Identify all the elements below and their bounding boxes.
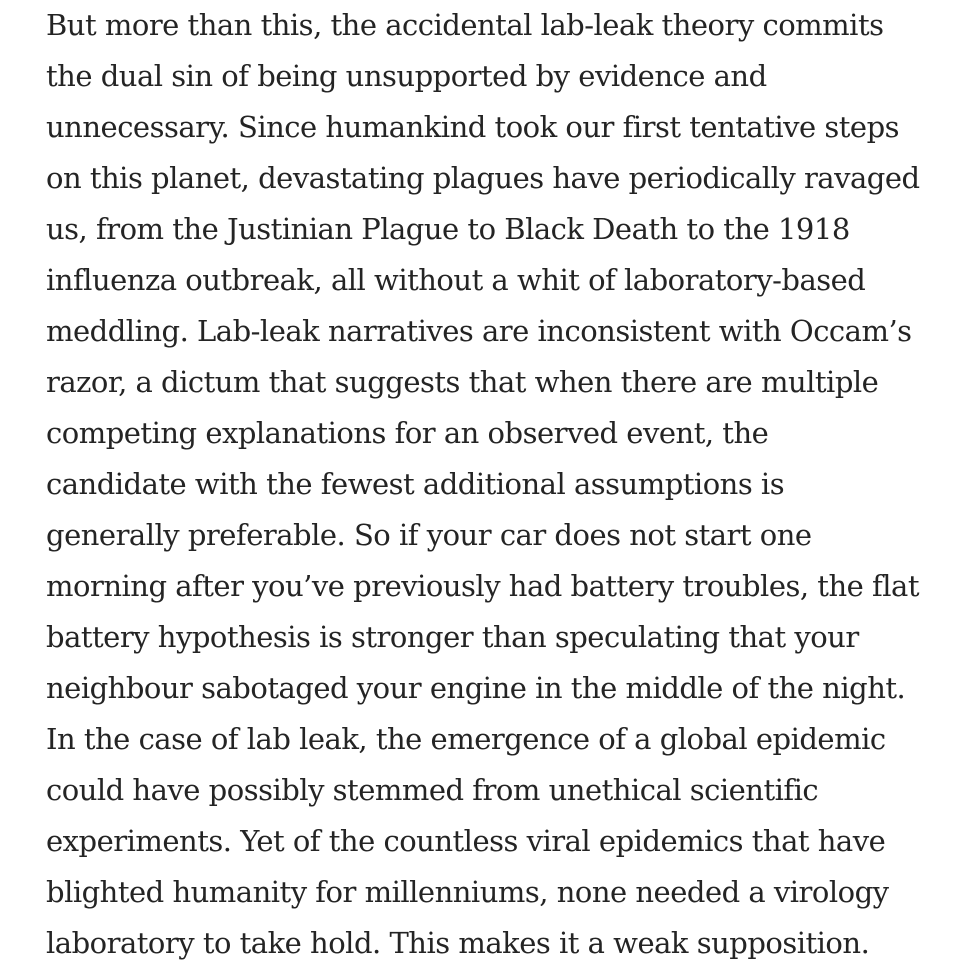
paragraph-line: unnecessary. Since humankind took our first tentative steps: [46, 110, 900, 144]
paragraph-line: us, from the Justinian Plague to Black Death to the 1918: [46, 212, 850, 246]
paragraph-line: could have possibly stemmed from unethical scientific: [46, 773, 819, 807]
paragraph-line: neighbour sabotaged your engine in the middle of the night.: [46, 671, 906, 705]
paragraph-line: experiments. Yet of the countless viral epidemics that have: [46, 824, 886, 858]
paragraph-line: the dual sin of being unsupported by evidence and: [46, 59, 767, 93]
paragraph-line: competing explanations for an observed event, the: [46, 416, 769, 450]
paragraph-line: In the case of lab leak, the emergence of a global epidemic: [46, 722, 886, 756]
paragraph-line: razor, a dictum that suggests that when there are multiple: [46, 365, 879, 399]
paragraph-line: candidate with the fewest additional assumptions is: [46, 467, 785, 501]
paragraph-line: battery hypothesis is stronger than speculating that your: [46, 620, 859, 654]
paragraph-line: But more than this, the accidental lab-leak theory commits: [46, 8, 884, 42]
paragraph-line: meddling. Lab-leak narratives are inconsistent with Occam’s: [46, 314, 912, 348]
paragraph-line: generally preferable. So if your car does not start one: [46, 518, 812, 552]
paragraph-line: laboratory to take hold. This makes it a weak supposition.: [46, 926, 870, 960]
paragraph-line: morning after you’ve previously had battery troubles, the flat: [46, 569, 919, 603]
paragraph-line: influenza outbreak, all without a whit of laboratory-based: [46, 263, 866, 297]
paragraph-line: blighted humanity for millenniums, none needed a virology: [46, 875, 889, 909]
paragraph-line: on this planet, devastating plagues have periodically ravaged: [46, 161, 920, 195]
article-paragraph: [46, 0, 946, 969]
